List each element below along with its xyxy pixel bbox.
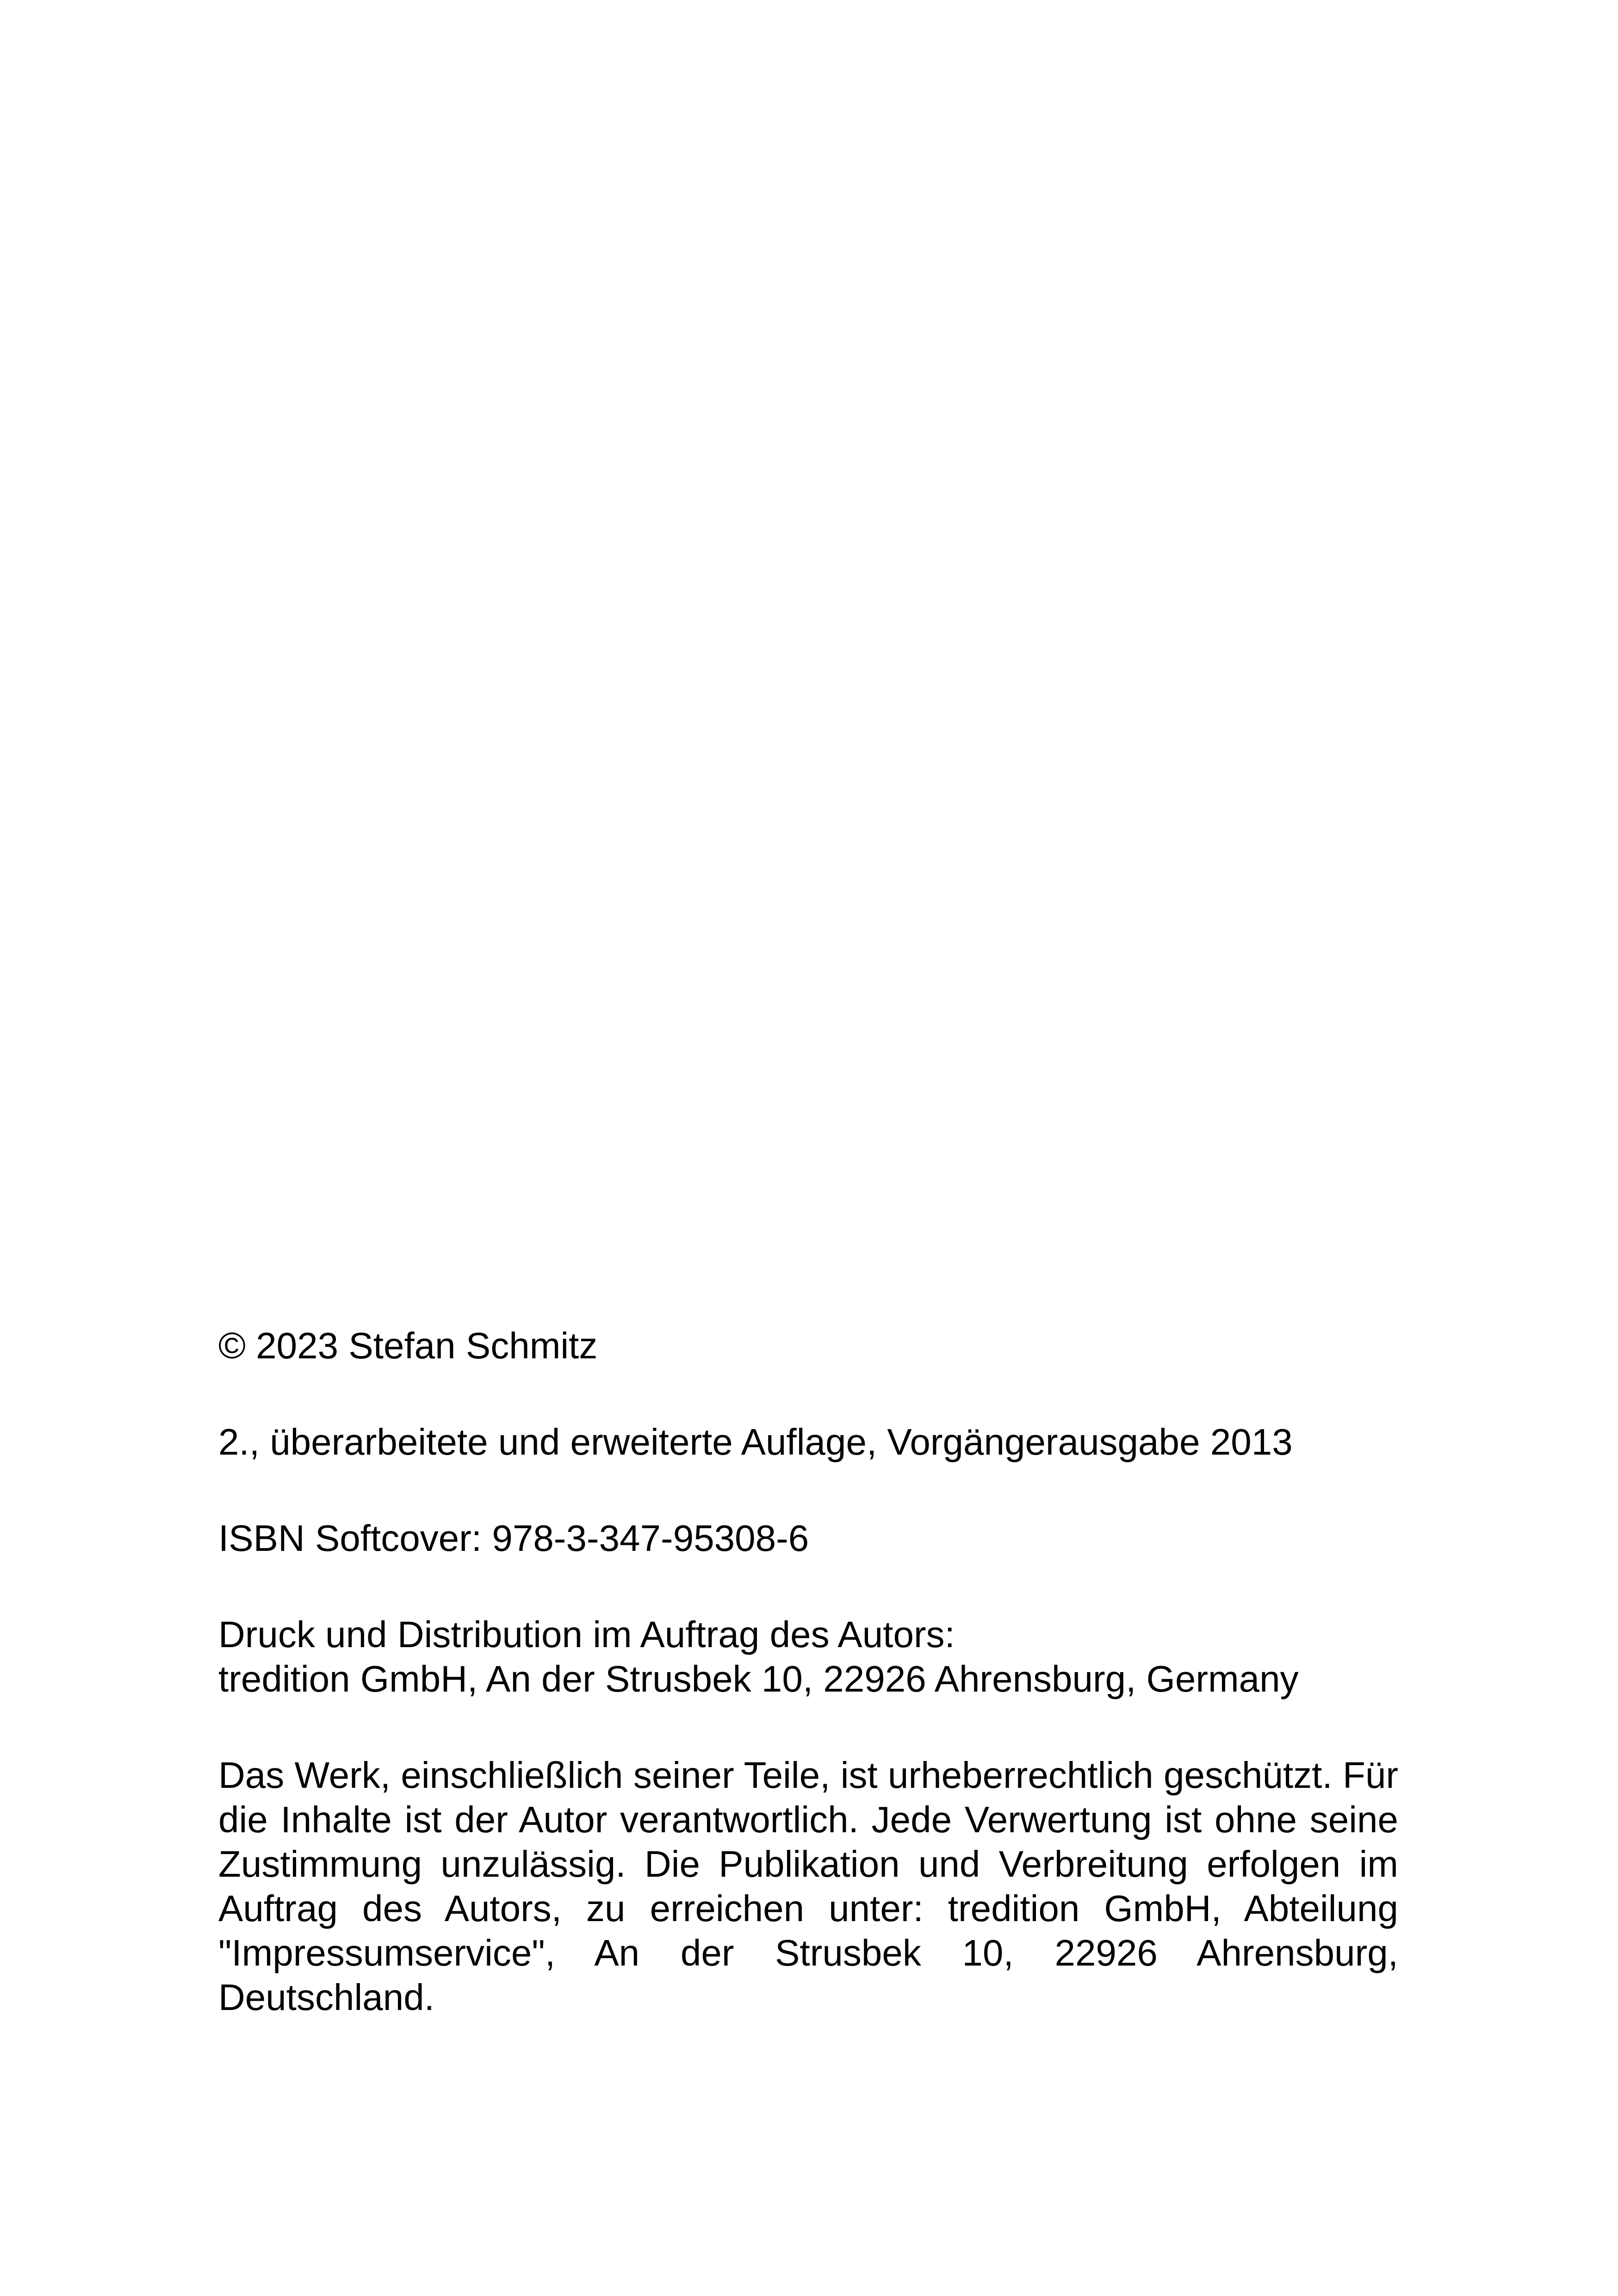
distribution-line-2: tredition GmbH, An der Strusbek 10, 22926 Ahrensburg, Germany — [218, 1658, 1299, 1699]
legal-notice: Das Werk, einschließlich seiner Teile, ist urheberrechtlich geschützt. Für die Inhalte ist der Autor verantwortlich. Jede Verwertung ist ohne seine Zustimmung unzulässig. Die Publikation und Verbreitung erfolgen im Auftrag des Autors, zu erreichen unter: tredition GmbH, Abteilung "Impressumservice", An der Strusbek 10, 22926 Ahrensburg, Deutschland. — [218, 1755, 1398, 2018]
distribution-info — [218, 1612, 1398, 1701]
copyright-notice: © 2023 Stefan Schmitz — [218, 1325, 598, 1366]
distribution-line-1: Druck und Distribution im Auftrag des Autors: — [218, 1614, 955, 1655]
imprint-block — [218, 1324, 1398, 2020]
isbn-line: ISBN Softcover: 978-3-347-95308-6 — [218, 1518, 809, 1559]
edition-statement: 2., überarbeitete und erweiterte Auflage, Vorgängerausgabe 2013 — [218, 1421, 1293, 1462]
